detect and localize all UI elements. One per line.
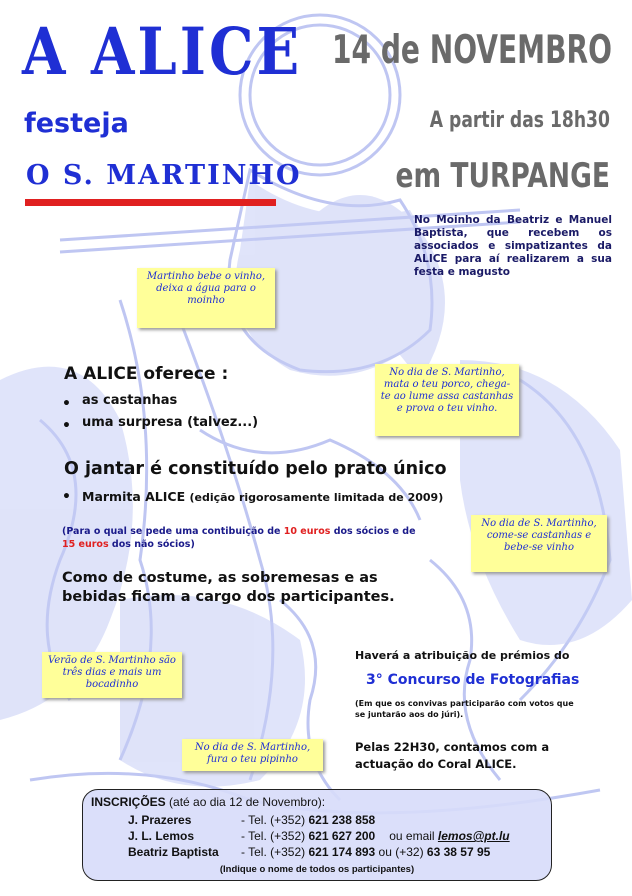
email-link[interactable]: lemos@pt.lu (437, 829, 510, 843)
proverb-note: No dia de S. Martinho, fura o teu pipinho (182, 739, 323, 771)
choir-note: Pelas 22H30, contamos com a actuação do Coral ALICE. (355, 740, 550, 771)
poster-title: A ALICE (22, 14, 303, 90)
contrib-text: (Para o qual se pede uma contibuição de (62, 526, 284, 537)
contact-row (128, 813, 375, 827)
registration-heading (91, 795, 325, 809)
offer-list (62, 390, 258, 434)
contact-phone[interactable] (241, 845, 490, 859)
contact-name: J. L. Lemos (128, 829, 195, 843)
phone-prefix: - Tel. (+352) (241, 813, 309, 827)
registration-label: INSCRIÇÕES (91, 795, 166, 809)
event-time: A partir das 18h30 (429, 108, 610, 133)
phone-number: 621 627 200 (308, 829, 376, 843)
dish-note: (edição rigorosamente limitada de 2009) (189, 491, 444, 504)
registration-deadline: (até ao dia 12 de Novembro): (165, 795, 326, 809)
contribution-note (62, 525, 422, 551)
phone-prefix: ou (+32) (375, 845, 427, 859)
contact-email[interactable] (389, 829, 509, 843)
proverb-note: No dia de S. Martinho, come-se castanhas e bebe-se vinho (471, 515, 607, 572)
non-member-price: 15 euros (62, 539, 109, 550)
contact-name: Beatriz Baptista (128, 845, 219, 859)
proverb-note: Verão de S. Martinho são três dias e mais um bocadinho (42, 652, 182, 698)
phone-prefix: - Tel. (+352) (241, 845, 309, 859)
event-place: em TURPANGE (395, 156, 610, 196)
proverb-note: No dia de S. Martinho, mata o teu porco, chega-te ao lume assa castanhas e prova o teu vinho. (375, 364, 519, 436)
registration-box (82, 789, 552, 881)
red-underline (25, 199, 276, 206)
phone-number: 621 238 858 (308, 813, 376, 827)
registration-footer: (Indique o nome de todos os participantes) (219, 864, 415, 875)
event-date: 14 de NOVEMBRO (332, 28, 612, 73)
subtitle: festeja (24, 108, 129, 139)
desserts-note: Como de costume, as sobremesas e as bebidas ficam a cargo dos participantes. (62, 570, 395, 605)
phone-number: 621 174 893 (308, 845, 376, 859)
member-price: 10 euros (283, 526, 331, 537)
dinner-heading: O jantar é constituído pelo prato único (64, 459, 447, 479)
contact-row (128, 829, 510, 843)
list-item: • uma surpresa (talvez...) (62, 412, 258, 434)
dish-name: Marmita ALICE (82, 489, 186, 504)
phone-number: 63 38 57 95 (426, 845, 491, 859)
email-prefix: ou email (389, 829, 438, 843)
contrib-text: dos não sócios) (108, 539, 195, 550)
offer-heading: A ALICE oferece : (64, 364, 229, 384)
dinner-item (62, 489, 443, 504)
contact-phone[interactable] (241, 829, 375, 843)
contact-name: J. Prazeres (128, 813, 192, 827)
contact-phone[interactable] (241, 813, 375, 827)
prize-intro: Haverá a atribuição de prémios do (355, 649, 570, 662)
list-item: • as castanhas (62, 390, 258, 412)
contact-row (128, 845, 490, 859)
contest-note: (Em que os convivas participarão com votos que se juntarão aos do júri). (355, 699, 574, 719)
contrib-text: dos sócios e de (330, 526, 416, 537)
photo-contest: 3° Concurso de Fotografias (366, 672, 580, 688)
intro-text: No Moinho da Beatriz e Manuel Baptista, que recebem os associados e simpatizantes da ALICE para aí realizarem a sua festa e magusto (414, 214, 612, 278)
proverb-note: Martinho bebe o vinho, deixa a água para o moinho (137, 268, 275, 328)
event-name: O S. MARTINHO (26, 160, 302, 191)
phone-prefix: - Tel. (+352) (241, 829, 309, 843)
